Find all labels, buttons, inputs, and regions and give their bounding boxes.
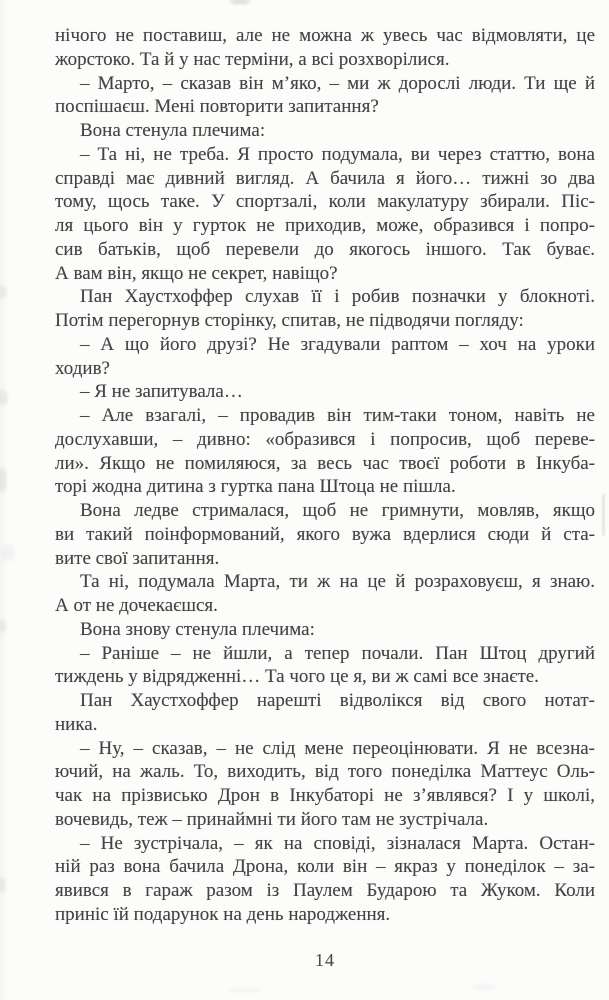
- text-line: жорстоко. Та й у нас терміни, а всі розхворілися.: [55, 48, 450, 70]
- text-line: – Ну, – сказав, – не слід мене переоцінювати. Я не всезна-: [80, 737, 595, 759]
- scan-artifact: [0, 390, 8, 405]
- text-line: ля цього він у гурток не приходив, може, образився і попро-: [55, 215, 595, 236]
- text-line: – Я не запитувала…: [80, 381, 243, 403]
- text-line: – Раніше – не йшли, а тепер почали. Пан Штоц другий: [80, 642, 595, 664]
- text-line: Вона знову стенула плечима:: [80, 618, 315, 640]
- text-line: Потім перегорнув сторінку, спитав, не підводячи погляду:: [55, 310, 524, 331]
- scan-artifact: [472, 984, 496, 990]
- scan-artifact: [602, 494, 605, 536]
- text-line: Пан Хаустхоффер слухав її і робив позначки у блокноті.: [80, 286, 595, 308]
- text-line: вите свої запитання.: [55, 547, 220, 569]
- scan-artifact: [228, 988, 262, 993]
- text-line: – Не зустрічала, – як на сповіді, зізналася Марта. Остан-: [80, 832, 595, 854]
- text-line: – А що його друзі? Не згадували раптом – хоч на уроки: [80, 333, 595, 355]
- text-line: ли». Якщо не помиляюся, за весь час твоєї роботи в Інкуба-: [55, 452, 595, 474]
- text-line: приніс їй подарунок на день народження.: [55, 903, 391, 925]
- text-line: нічого не поставиш, але не можна ж увесь час відмовляти, це: [55, 25, 595, 46]
- text-line: А вам він, якщо не секрет, навіщо?: [55, 262, 338, 284]
- text-line: Та ні, подумала Марта, ти ж на це й розраховуєш, я знаю.: [80, 571, 595, 593]
- text-line: ній раз вона бачила Дрона, коли він – якраз у понеділок – за-: [55, 856, 595, 878]
- scan-artifact: [2, 545, 15, 561]
- scan-artifact: [0, 468, 7, 492]
- scan-artifact: [0, 878, 6, 892]
- text-line: – Та ні, не треба. Я просто подумала, ви через статтю, вона: [80, 143, 595, 165]
- page-number: 14: [315, 950, 335, 970]
- scan-edge-shadow: [0, 0, 8, 1000]
- text-line: ви такий поінформований, якого вужа вдерлися сюди й ста-: [55, 523, 595, 545]
- scan-artifact: [0, 286, 7, 298]
- text-line: поспішаєш. Мені повторити запитання?: [55, 96, 379, 118]
- text-line: Пан Хаустхоффер нарешті відволікся від свого нотат-: [80, 690, 595, 711]
- text-line: чак на прізвисько Дрон в Інкубаторі не з’являвся? І у школі,: [55, 785, 595, 806]
- scan-artifact: [0, 620, 6, 632]
- text-line: Вона стенула плечима:: [80, 120, 266, 141]
- text-line: дослухавши, – дивно: «образився і попросив, щоб переве-: [55, 428, 595, 450]
- text-line: – Марто, – сказав він м’яко, – ми ж дорослі люди. Ти ще й: [80, 72, 595, 94]
- text-line: вочевидь, теж – принаймні ти його там не зустрічала.: [55, 808, 489, 830]
- text-line: тому, щось таке. У спортзалі, коли макулатуру збирали. Піс-: [55, 191, 595, 213]
- text-line: явився в гараж разом із Паулем Бударою та Жуком. Коли: [55, 880, 595, 901]
- text-line: А от не дочекаєшся.: [55, 595, 218, 616]
- text-line: сив батьків, щоб перевели до якогось іншого. Так буває.: [55, 238, 595, 260]
- text-line: – Але взагалі, – провадив він тим-таки тоном, навіть не: [80, 405, 595, 426]
- text-line: тиждень у відрядженні… Та чого це я, ви ж самі все знаєте.: [55, 666, 539, 688]
- scan-artifact: [230, 0, 250, 4]
- text-line: справді має дивний вигляд. А бачила я його… тижні зо два: [55, 167, 595, 189]
- text-line: ника.: [55, 713, 98, 735]
- page-body-text: [55, 24, 595, 927]
- text-line: Вона ледве стрималася, щоб не гримнути, мовляв, якщо: [80, 500, 595, 521]
- text-line: ючий, на жаль. То, виходить, від того понеділка Маттеус Оль-: [55, 761, 595, 783]
- text-line: ходив?: [55, 357, 110, 379]
- text-line: торі жодна дитина з гуртка пана Штоца не пішла.: [55, 476, 456, 498]
